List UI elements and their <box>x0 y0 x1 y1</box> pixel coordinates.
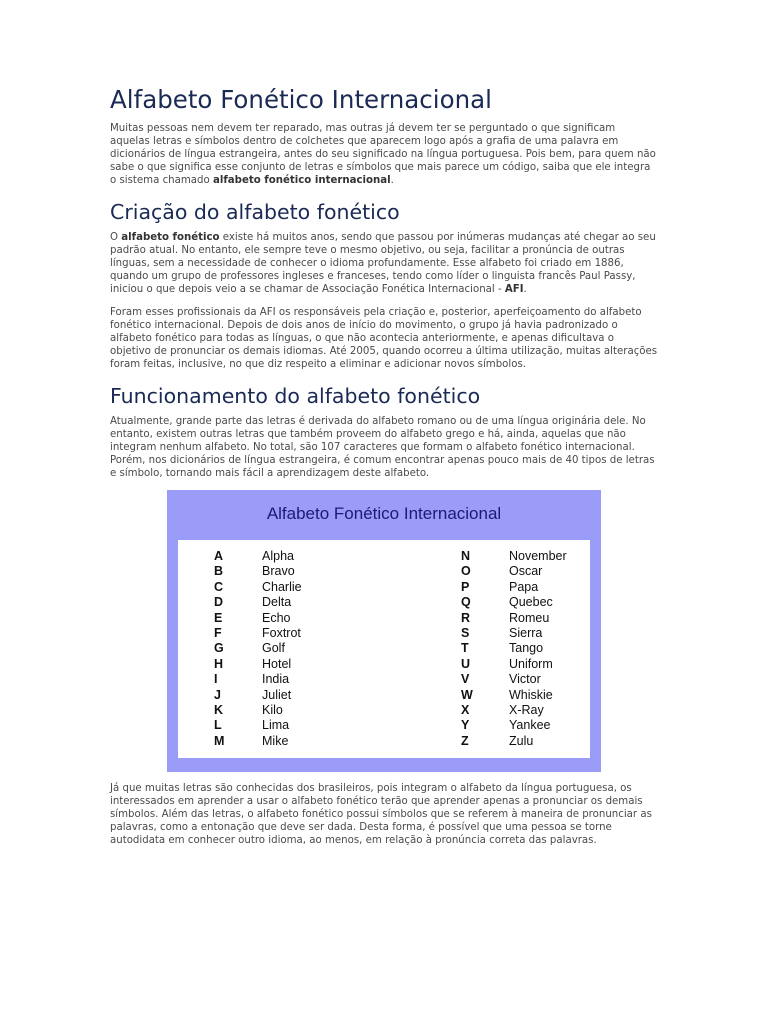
alphabet-code-word: Quebec <box>509 595 553 610</box>
alphabet-row <box>214 549 302 564</box>
section-heading-criacao: Criação do alfabeto fonético <box>110 200 400 224</box>
alphabet-row <box>214 672 302 687</box>
alphabet-code-word: Uniform <box>509 656 553 671</box>
alphabet-row <box>461 734 567 749</box>
alphabet-letter: E <box>214 610 223 625</box>
alphabet-row <box>461 549 567 564</box>
alphabet-row <box>214 564 302 579</box>
alphabet-letter: H <box>214 656 224 671</box>
alphabet-letter: D <box>214 595 224 610</box>
alphabet-row <box>214 580 302 595</box>
alphabet-code-word: Zulu <box>509 733 534 748</box>
intro-end: . <box>390 175 394 186</box>
alphabet-row <box>461 564 567 579</box>
alphabet-code-word: Lima <box>262 718 290 733</box>
alphabet-table <box>178 540 590 758</box>
article <box>110 84 658 857</box>
alphabet-row <box>461 595 567 610</box>
alphabet-row <box>214 718 302 733</box>
alphabet-column-right <box>461 549 567 749</box>
criacao-p1-afi: AFI <box>504 284 524 295</box>
alphabet-letter: W <box>461 687 473 702</box>
alphabet-letter: Y <box>461 718 470 733</box>
alphabet-letter: A <box>214 549 224 563</box>
alphabet-row <box>461 703 567 718</box>
alphabet-letter: I <box>214 672 218 687</box>
alphabet-code-word: Oscar <box>509 564 543 579</box>
alphabet-row <box>214 657 302 672</box>
alphabet-row <box>214 703 302 718</box>
intro-text: Muitas pessoas nem devem ter reparado, mas outras já devem ter se perguntado o que significam aquelas letras e símbolos dentro de colchetes que aparecem logo após a grafia de uma palavra em dicionários de língua estrangeira, antes do seu significado na língua portuguesa. Pois bem, para quem não sabe o que significa esse conjunto de letras e símbolos que mais parece um código, saiba que ele integra o sistema chamado <box>110 123 656 186</box>
criacao-p1-rest: existe há muitos anos, sendo que passou por inúmeras mudanças até chegar ao seu padrão atual. No entanto, ele sempre teve o mesmo objetivo, ou seja, facilitar a pronúncia de outras línguas, sem a necessidade de conhecer o idioma profundamente. Esse alfabeto foi criado em 1886, quando um grupo de professores ingleses e franceses, tendo como líder o linguista francês Paul Passy, iniciou o que depois veio a se chamar de Associação Fonética Internacional - <box>110 232 656 295</box>
alphabet-row <box>461 672 567 687</box>
alphabet-code-word: Echo <box>262 610 291 625</box>
criacao-p1-end: . <box>523 284 527 295</box>
intro-bold: alfabeto fonético internacional <box>213 175 391 186</box>
alphabet-code-word: Bravo <box>262 564 295 579</box>
alphabet-row <box>461 580 567 595</box>
alphabet-code-word: Hotel <box>262 656 292 671</box>
alphabet-code-word: Victor <box>509 672 541 687</box>
alphabet-letter: S <box>461 625 470 640</box>
alphabet-row <box>214 734 302 749</box>
phonetic-alphabet-figure <box>167 490 601 772</box>
alphabet-code-word: Romeu <box>509 610 550 625</box>
alphabet-letter: P <box>461 579 470 594</box>
alphabet-letter: V <box>461 672 470 687</box>
alphabet-code-word: Juliet <box>262 687 292 702</box>
alphabet-letter: U <box>461 656 471 671</box>
alphabet-letter: G <box>214 641 224 656</box>
alphabet-letter: N <box>461 549 471 563</box>
alphabet-letter: L <box>214 718 222 733</box>
criacao-p1-start: O <box>110 232 122 243</box>
alphabet-code-word: Mike <box>262 733 289 748</box>
alphabet-row <box>461 626 567 641</box>
alphabet-row <box>214 611 302 626</box>
alphabet-letter: K <box>214 702 224 717</box>
alphabet-row <box>461 641 567 656</box>
alphabet-code-word: X-Ray <box>509 702 544 717</box>
alphabet-letter: T <box>461 641 469 656</box>
alphabet-row <box>214 595 302 610</box>
alphabet-code-word: Golf <box>262 641 285 656</box>
alphabet-row <box>461 611 567 626</box>
alphabet-code-word: Yankee <box>509 718 551 733</box>
alphabet-code-word: India <box>262 672 290 687</box>
alphabet-letter: C <box>214 579 224 594</box>
figure-title: Alfabeto Fonético Internacional <box>266 504 502 523</box>
funcionamento-paragraph-1: Atualmente, grande parte das letras é derivada do alfabeto romano ou de uma língua originária dele. No entanto, existem outras letras que também proveem do alfabeto grego e há, ainda, aquelas que não integram nenhum alfabeto. No total, são 107 caracteres que formam o alfabeto fonético internacional. Porém, nos dicionários de língua estrangeira, é comum encontrar apenas pouco mais de 40 tipos de letras e símbolo, tornando mais fácil a aprendizagem deste alfabeto. <box>110 416 655 479</box>
alphabet-code-word: Sierra <box>509 625 543 640</box>
alphabet-letter: R <box>461 610 471 625</box>
funcionamento-paragraph-2: Já que muitas letras são conhecidas dos brasileiros, pois integram o alfabeto da língua portuguesa, os interessados em aprender a usar o alfabeto fonético terão que aprender apenas a pronunciar os demais símbolos. Além das letras, o alfabeto fonético possui símbolos que se referem à maneira de pronunciar as palavras, como a entonação que deve ser dada. Desta forma, é possível que uma pessoa se torne autodidata em conhecer outro idioma, ao menos, em relação à pronúncia correta das palavras. <box>110 783 652 846</box>
page-title: Alfabeto Fonético Internacional <box>110 85 492 114</box>
alphabet-code-word: Papa <box>509 579 539 594</box>
alphabet-row <box>214 626 302 641</box>
alphabet-code-word: November <box>509 549 567 563</box>
alphabet-row <box>214 641 302 656</box>
alphabet-code-word: Delta <box>262 595 292 610</box>
alphabet-column-left <box>214 549 302 749</box>
alphabet-letter: B <box>214 564 224 579</box>
alphabet-letter: F <box>214 625 222 640</box>
alphabet-code-word: Charlie <box>262 579 302 594</box>
alphabet-code-word: Alpha <box>262 549 294 563</box>
intro-paragraph <box>110 122 658 187</box>
alphabet-letter: Q <box>461 595 471 610</box>
alphabet-letter: M <box>214 733 225 748</box>
alphabet-row <box>461 657 567 672</box>
alphabet-letter: X <box>461 702 470 717</box>
criacao-paragraph-1 <box>110 231 658 296</box>
criacao-paragraph-2: Foram esses profissionais da AFI os responsáveis pela criação e, posterior, aperfeiçoamento do alfabeto fonético internacional. Depois de dois anos de início do movimento, o grupo já havia padronizado o alfabeto fonético para todas as línguas, o que não acontecia anteriormente, e apenas dificultava o objetivo de pronunciar os demais idiomas. Até 2005, quando ocorreu a última utilização, muitas alterações foram feitas, inclusive, no que diz respeito a eliminar e adicionar novos símbolos. <box>110 307 658 370</box>
alphabet-letter: O <box>461 564 471 579</box>
alphabet-row <box>461 688 567 703</box>
alphabet-code-word: Whiskie <box>509 687 553 702</box>
alphabet-letter: J <box>214 687 221 702</box>
alphabet-letter: Z <box>461 733 469 748</box>
alphabet-row <box>461 718 567 733</box>
alphabet-code-word: Foxtrot <box>262 625 301 640</box>
alphabet-code-word: Kilo <box>262 702 283 717</box>
alphabet-row <box>214 688 302 703</box>
section-heading-funcionamento: Funcionamento do alfabeto fonético <box>110 384 481 408</box>
alphabet-code-word: Tango <box>509 641 544 656</box>
criacao-p1-bold: alfabeto fonético <box>121 232 220 243</box>
